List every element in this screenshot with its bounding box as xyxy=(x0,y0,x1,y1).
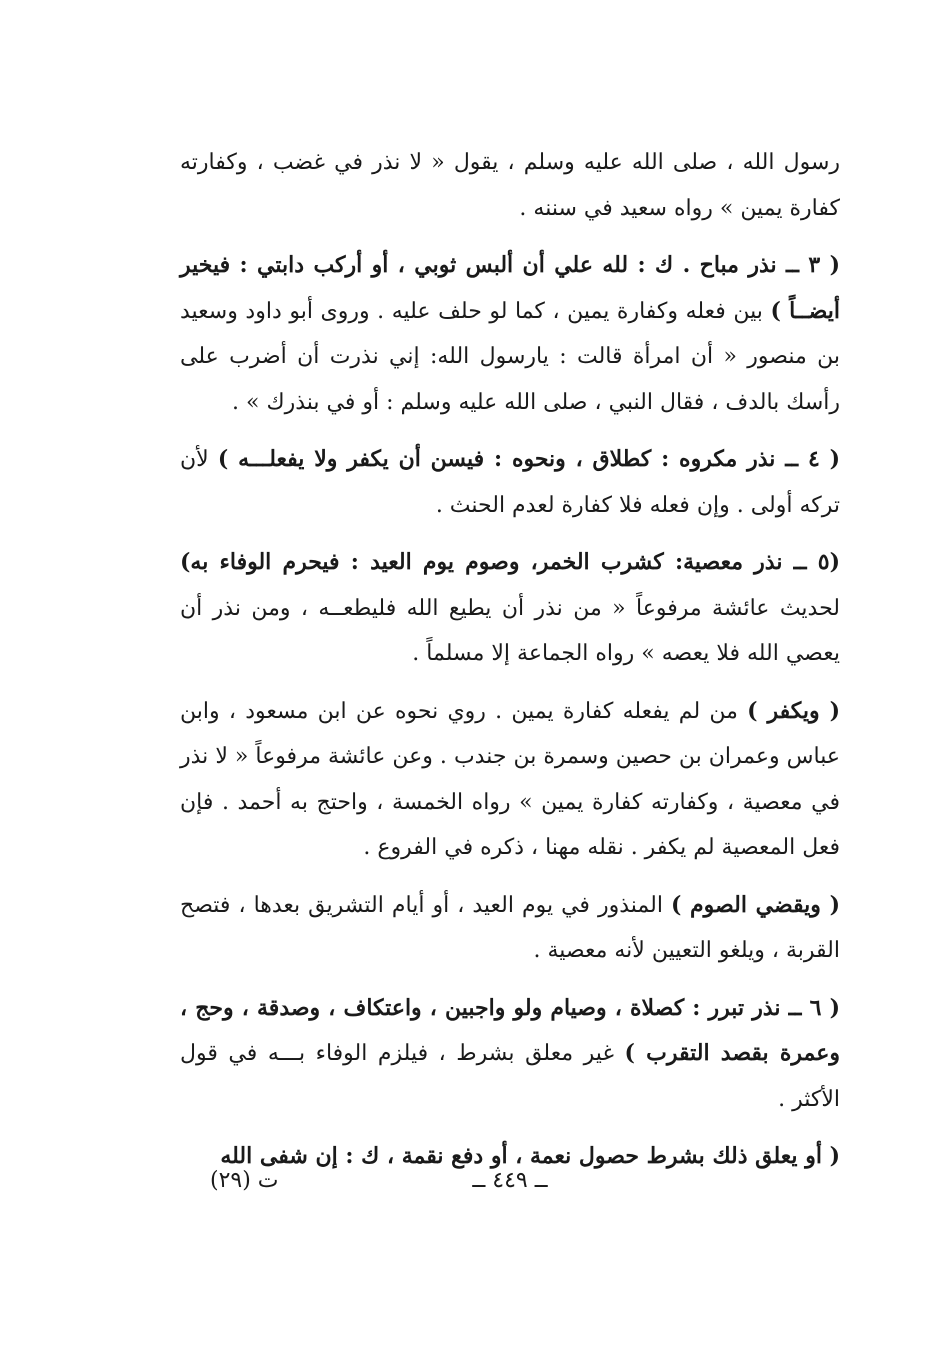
paragraph-6 xyxy=(180,883,840,974)
paragraph-4-lead: (٥ ــ نذر معصية: كشرب الخمر، وصوم يوم العيد : فيحرم الوفاء به) xyxy=(180,549,840,575)
paragraph-3 xyxy=(180,437,840,528)
page-footer xyxy=(180,1168,840,1208)
paragraph-5-lead: ( ويكفر ) xyxy=(747,697,840,724)
paragraph-5 xyxy=(180,689,840,871)
signature-mark: ت (٢٩) xyxy=(210,1168,279,1193)
paragraph-1-text: رسول الله ، صلى الله عليه وسلم ، يقول « لا نذر في غضب ، وكفارته كفارة يمين » رواه سعيد في سننه . xyxy=(180,150,840,221)
paragraph-5-text: من لم يفعله كفارة يمين . روي نحوه عن ابن مسعود ، وابن عباس وعمران بن حصين وسمرة بن جندب . وعن عائشة مرفوعاً « لا نذر في معصية ، وكفارته كفارة يمين » رواه الخمسة ، واحتج به أحمد . فإن فعل المعصية لم يكفر . نقله مهنا ، ذكره في الفروع . xyxy=(180,698,840,860)
paragraph-7-lead: ( ٦ ــ نذر تبرر : كصلاة ، وصيام ولو واجبين ، واعتكاف ، وصدقة ، وحج ، وعمرة بقصد التقرب ) xyxy=(180,994,841,1066)
paragraph-7-text: غير معلق بشرط ، فيلزم الوفاء بـــه في قول الأكثر . xyxy=(180,1041,840,1112)
paragraph-6-lead: ( ويقضي الصوم ) xyxy=(670,891,840,918)
paragraph-2 xyxy=(180,243,840,425)
paragraph-4-text: لحديث عائشة مرفوعاً « من نذر أن يطيع الله فليطعــه ، ومن نذر أن يعصي الله فلا يعصه » رواه الجماعة إلا مسلماً . xyxy=(180,595,840,666)
paragraph-8-lead: ( أو يعلق ذلك بشرط حصول نعمة ، أو دفع نقمة ، ك : إن شفى الله xyxy=(220,1143,840,1169)
paragraph-1 xyxy=(180,140,840,231)
page-number: ــ ٤٤٩ ــ xyxy=(472,1168,548,1193)
paragraph-2-lead: ( ٣ ــ نذر مباح . ك : لله علي أن ألبس ثوبي ، أو أركب دابتي : فيخير أيضــاً ) xyxy=(180,252,840,324)
paragraph-2-text: بين فعله وكفارة يمين ، كما لو حلف عليه . وروى أبو داود وسعيد بن منصور « أن امرأة قالت : يارسول الله: إني نذرت أن أضرب على رأسك بالدف ، فقال النبي ، صلى الله عليه وسلم : أو في بنذرك » . xyxy=(180,298,840,415)
body-text xyxy=(180,140,840,1180)
paragraph-3-text: لأن تركه أولى . وإن فعله فلا كفارة لعدم الحنث . xyxy=(180,447,840,518)
paragraph-3-lead: ( ٤ ــ نذر مكروه : كطلاق ، ونحوه : فيسن أن يكفر ولا يفعلـــه ) xyxy=(217,446,840,472)
paragraph-6-text: المنذور في يوم العيد ، أو أيام التشريق بعدها ، فتصح القربة ، ويلغو التعيين لأنه معصية . xyxy=(180,892,840,963)
paragraph-4 xyxy=(180,540,840,677)
paragraph-7 xyxy=(180,986,840,1123)
